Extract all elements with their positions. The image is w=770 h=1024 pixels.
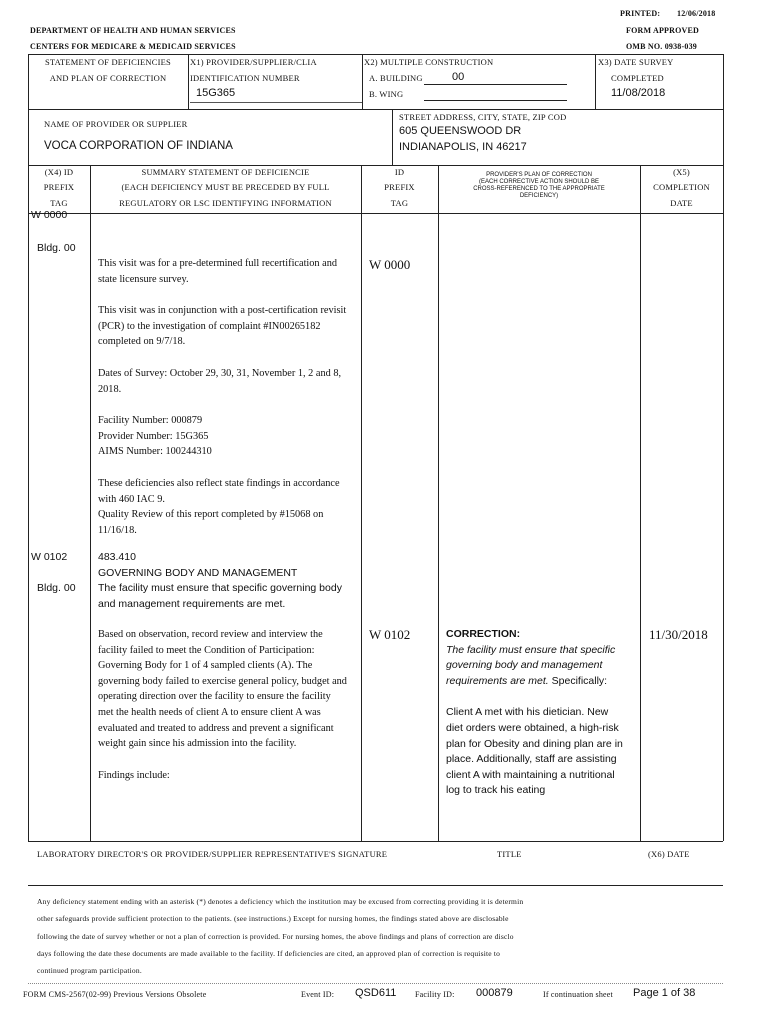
x5-label: (X5) <box>673 167 690 177</box>
findings-text: Based on observation, record review and interview the facility failed to meet the Condition of Participation: Governing Body for 1 of 4 sampled clients (A). The governing body failed to exercise general policy, budget and operating direction over the facility to ensure the facility met the health needs of client A to ensure client A was evaluated and treated to address and prevent a significant weight gain since his admission into the facility. <box>98 629 347 750</box>
title-label: TITLE <box>497 849 522 859</box>
id-prefix-label: PREFIX <box>384 182 415 192</box>
id-tag-w0000: W 0000 <box>369 257 411 272</box>
x4-id-label: (X4) ID <box>44 167 74 177</box>
event-id-label: Event ID: <box>301 990 335 999</box>
facility-number: Facility Number: 000879 <box>98 415 203 427</box>
summary-header-1: SUMMARY STATEMENT OF DEFICIENCIE <box>141 167 310 177</box>
form-approved: FORM APPROVED <box>626 26 700 35</box>
centers-name: CENTERS FOR MEDICARE & MEDICAID SERVICES <box>30 42 236 51</box>
findings-block <box>98 627 348 799</box>
continuation-label: If continuation sheet <box>543 990 613 999</box>
event-id-value: QSD611 <box>355 987 397 999</box>
wing-label: B. WING <box>369 89 404 99</box>
pcr-description: This visit was in conjunction with a post-certification revisit (PCR) to the investigation of complaint #IN00265182 completed on 9/7/18. <box>98 305 347 348</box>
id-tag-w0102: W 0102 <box>369 627 411 642</box>
x3-label-2: COMPLETED <box>611 73 664 83</box>
survey-dates: Dates of Survey: October 29, 30, 31, November 1, 2 and 8, 2018. <box>98 367 342 395</box>
statement-label-2: AND PLAN OF CORRECTION <box>49 73 167 83</box>
id-label: ID <box>394 167 405 177</box>
department-name: DEPARTMENT OF HEALTH AND HUMAN SERVICES <box>30 26 236 35</box>
statement-label-1: STATEMENT OF DEFICIENCIES <box>44 57 171 67</box>
plan-header-3: CROSS-REFERENCED TO THE APPROPRIATE <box>473 186 605 192</box>
correction-specifically: Specifically: <box>551 674 608 687</box>
printed-date: 12/06/2018 <box>677 9 716 18</box>
survey-completed-date: 11/08/2018 <box>611 87 666 99</box>
tag-w0102: W 0102 <box>31 551 68 563</box>
x5-date-label: DATE <box>670 198 693 208</box>
regulation-block <box>98 550 348 612</box>
disclaimer-line-1: Any deficiency statement ending with an asterisk (*) denotes a deficiency which the institution may be excused from correcting providing it is determin <box>37 897 524 906</box>
x1-label: X1) PROVIDER/SUPPLIER/CLIA <box>190 57 317 67</box>
facility-id-value: 000879 <box>476 987 513 999</box>
plan-header-2: (EACH CORRECTIVE ACTION SHOULD BE <box>478 179 600 185</box>
x2-label: X2) MULTIPLE CONSTRUCTION <box>364 57 494 67</box>
quality-review: Quality Review of this report completed by #15068 on 11/16/18. <box>98 509 324 536</box>
facility-id-label: Facility ID: <box>415 990 455 999</box>
provider-id-number: 15G365 <box>196 87 236 99</box>
x4-prefix-label: PREFIX <box>43 182 75 192</box>
disclaimer <box>37 893 727 979</box>
correction-requirement: The facility must ensure that specific governing body and management requirements are met. <box>446 643 616 687</box>
x3-label: X3) DATE SURVEY <box>598 57 674 67</box>
findings-include: Findings include: <box>98 769 170 781</box>
page-number: Page 1 of 38 <box>633 987 696 999</box>
id-tag-label: TAG <box>390 198 409 208</box>
disclaimer-line-5: continued program participation. <box>37 966 142 976</box>
address-line-2: INDIANAPOLIS, IN 46217 <box>399 141 527 153</box>
provider-number: Provider Number: 15G365 <box>98 430 209 442</box>
correction-text: Client A met with his dietician. New diet orders were obtained, a high-risk plan for Obesity and dining plan are in place. Additionally, staff are assisting client A with maintaining a nutritional log to track his eating <box>446 706 623 797</box>
state-findings: These deficiencies also reflect state findings in accordance with 460 IAC 9. <box>98 477 340 505</box>
disclaimer-line-4: days following the date these documents are made available to the facility. If deficiencies are cited, an approved plan of correction is requisite to <box>37 948 501 958</box>
building-tag-1: Bldg. 00 <box>37 242 76 254</box>
regulation-number: 483.410 <box>98 551 136 563</box>
printed-label: PRINTED: <box>620 9 661 18</box>
summary-entry-1 <box>98 256 348 554</box>
x5-completion-label: COMPLETION <box>653 182 710 192</box>
aims-number: AIMS Number: 100244310 <box>98 446 212 458</box>
plan-header <box>438 172 640 200</box>
director-signature-label: LABORATORY DIRECTOR'S OR PROVIDER/SUPPLIER REPRESENTATIVE'S SIGNATURE <box>37 849 388 859</box>
provider-name-label: NAME OF PROVIDER OR SUPPLIER <box>44 119 188 129</box>
tag-w0000: W 0000 <box>31 209 68 221</box>
address-label: STREET ADDRESS, CITY, STATE, ZIP COD <box>399 112 567 122</box>
disclaimer-line-3: following the date of survey whether or not a plan of correction is provided. For nursing homes, the above findings and plans of correction are disclo <box>37 931 514 941</box>
x4-tag-label: TAG <box>50 198 68 208</box>
building-value: 00 <box>452 71 465 83</box>
disclaimer-line-2: other safeguards provide sufficient protection to the patients. (see instructions.) Except for nursing homes, the findings stated above are disclosable <box>37 914 509 924</box>
plan-header-1: PROVIDER'S PLAN OF CORRECTION <box>486 172 592 178</box>
address-line-1: 605 QUEENSWOOD DR <box>399 125 522 137</box>
regulation-text: The facility must ensure that specific governing body and management requirements are met. <box>98 582 342 610</box>
completion-date: 11/30/2018 <box>649 627 708 642</box>
correction-block <box>446 627 626 799</box>
building-label: A. BUILDING <box>369 73 423 83</box>
summary-header-2: (EACH DEFICIENCY MUST BE PRECEDED BY FULL <box>121 182 330 192</box>
x1-label-2: IDENTIFICATION NUMBER <box>190 73 300 83</box>
visit-description: This visit was for a pre-determined full recertification and state licensure survey. <box>98 258 338 285</box>
provider-name-value: VOCA CORPORATION OF INDIANA <box>44 140 233 152</box>
correction-label: CORRECTION: <box>446 628 521 640</box>
facility-numbers <box>98 413 348 460</box>
x6-date-label: (X6) DATE <box>648 849 690 859</box>
building-tag-2: Bldg. 00 <box>37 582 76 594</box>
plan-header-4: DEFICIENCY) <box>519 193 559 199</box>
summary-header-3: REGULATORY OR LSC IDENTIFYING INFORMATION <box>119 198 332 208</box>
omb-number: OMB NO. 0938-039 <box>626 42 697 51</box>
regulation-title: GOVERNING BODY AND MANAGEMENT <box>98 566 298 579</box>
form-number: FORM CMS-2567(02-99) Previous Versions Obsolete <box>23 990 207 999</box>
